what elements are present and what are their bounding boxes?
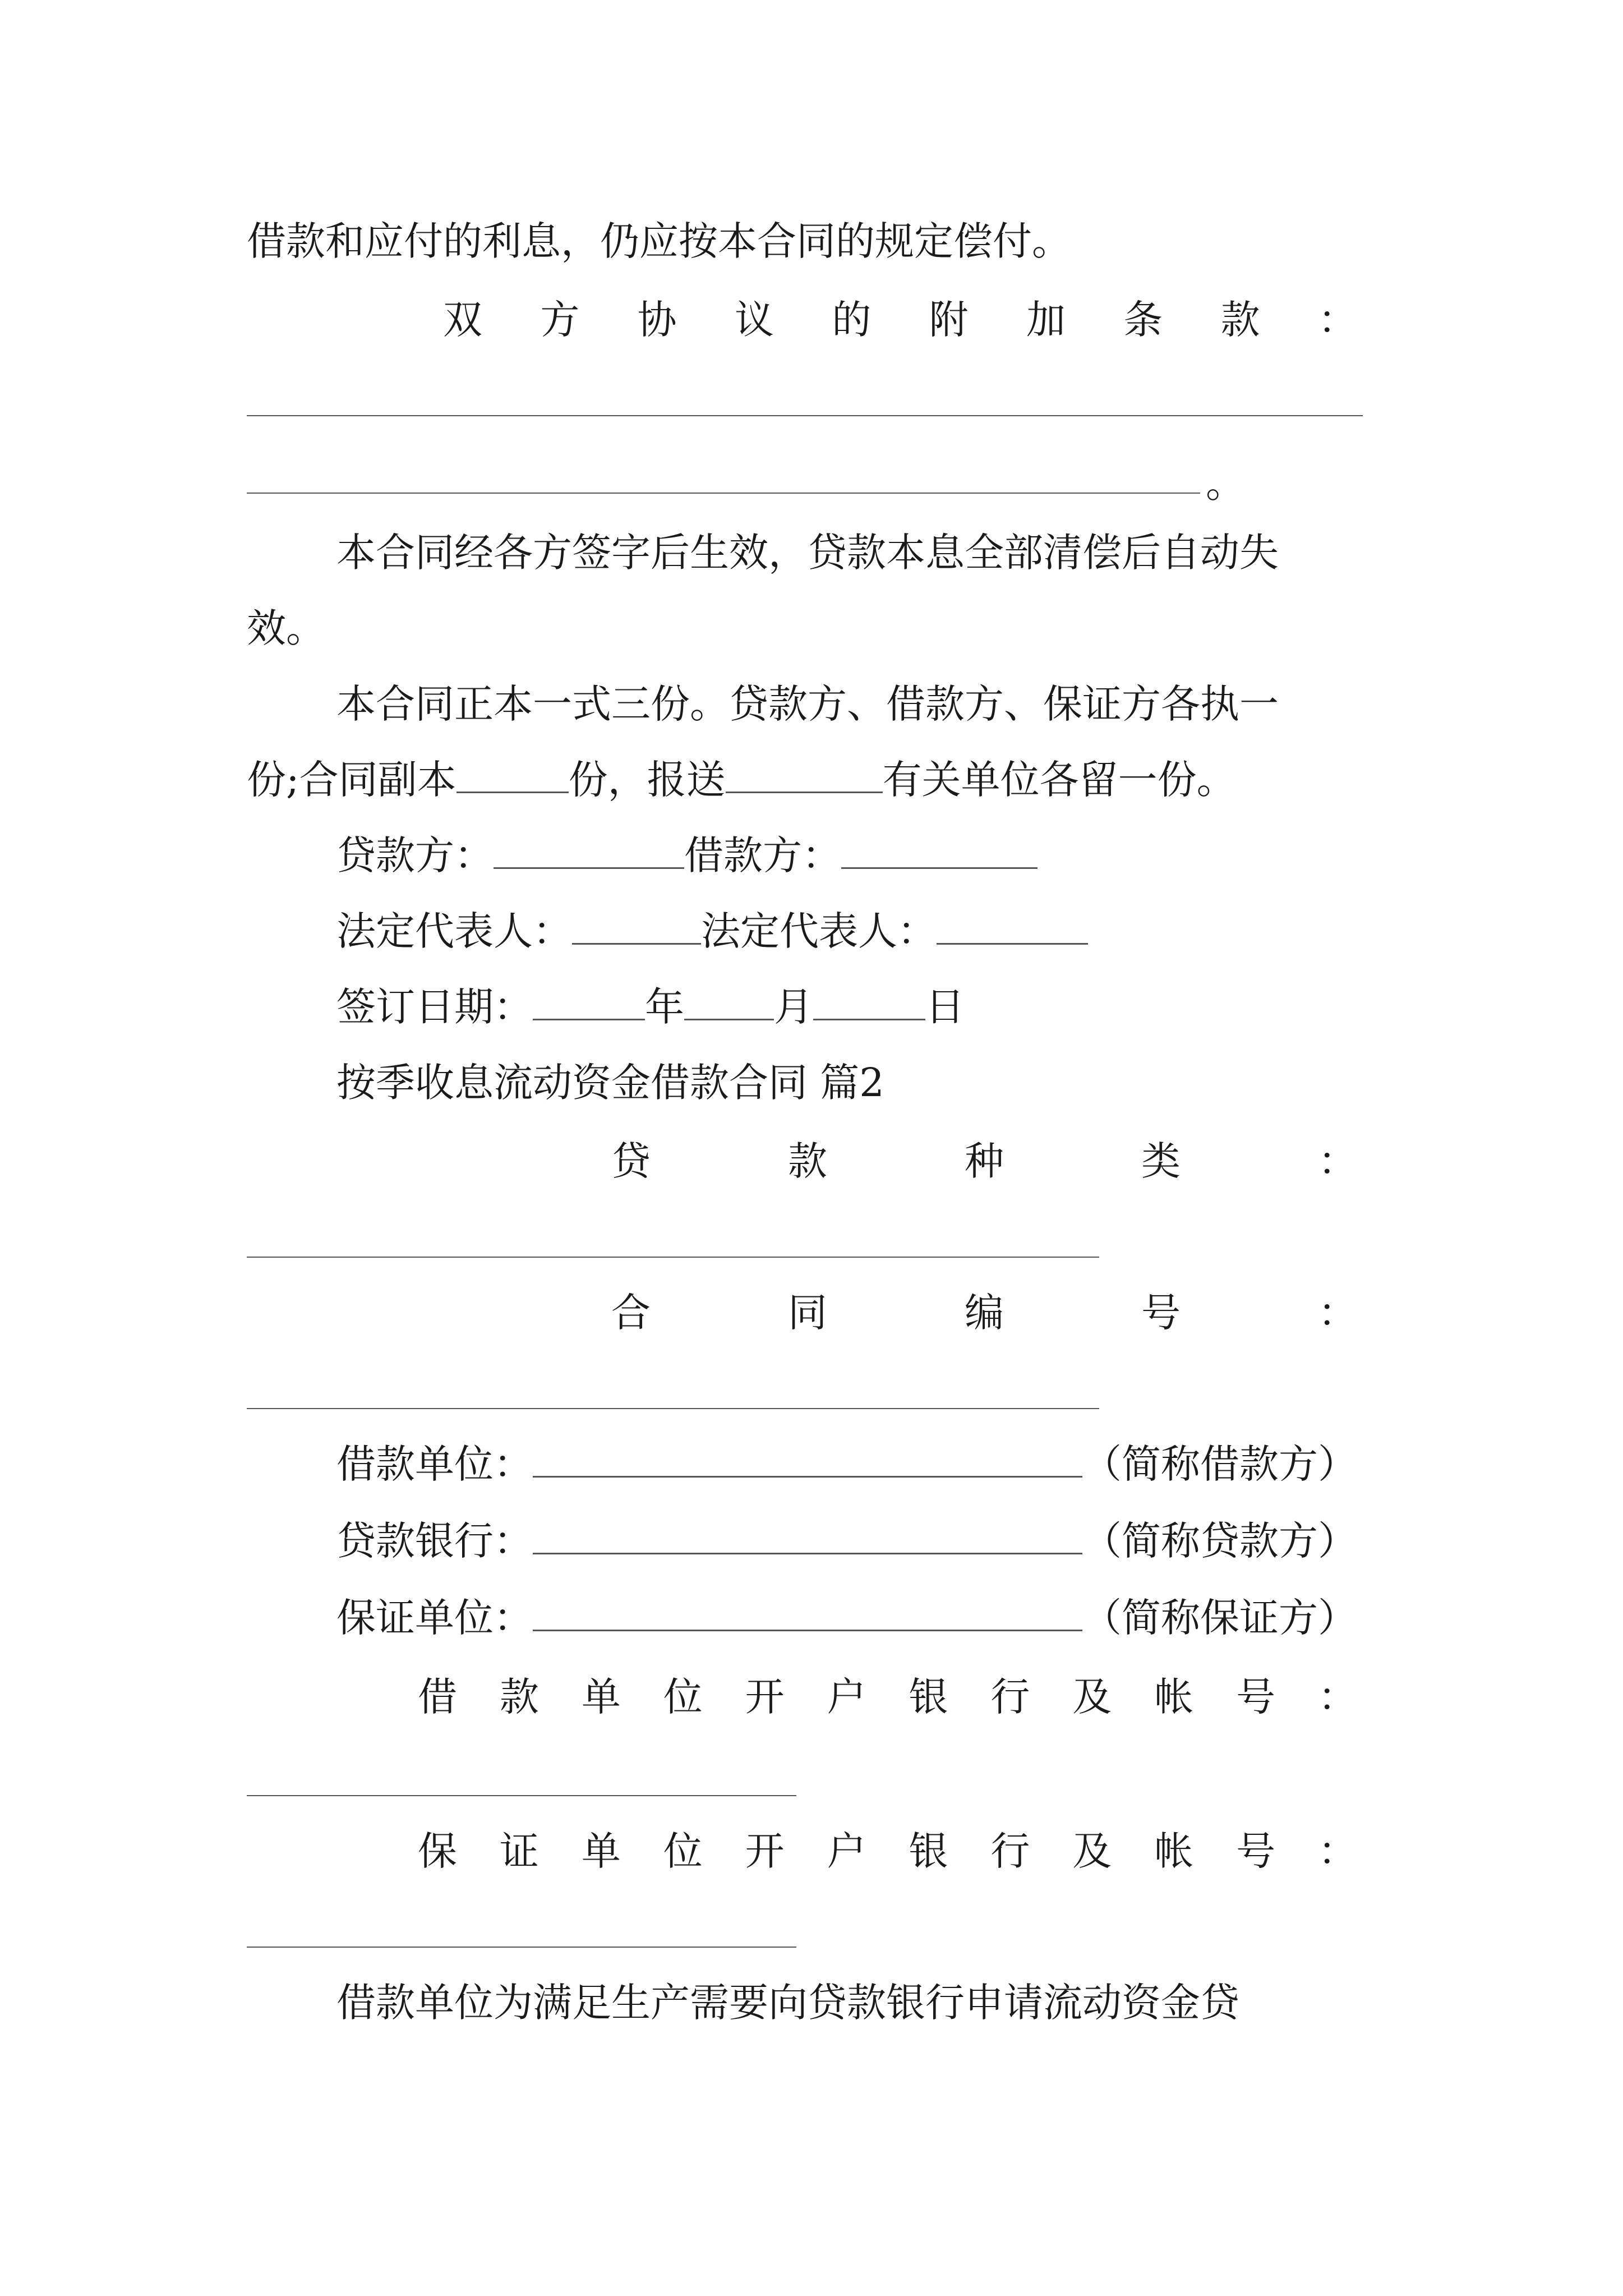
representative-blank[interactable] [572, 904, 701, 945]
heading-char: 款 [788, 1138, 827, 1184]
text-line: 借款单位为满足生产需要向贷款银行申请流动资金贷 [336, 1980, 1239, 2026]
supplementary-terms-heading [443, 292, 1357, 348]
heading-char: 类 [1141, 1138, 1181, 1184]
text-line [247, 752, 1391, 808]
party-line [336, 1513, 1391, 1569]
heading-char: 保 [418, 1828, 457, 1874]
heading-char: 证 [499, 1828, 539, 1874]
guarantor-unit-blank[interactable] [533, 1590, 1082, 1631]
lending-bank-label: 贷款银行： [336, 1518, 533, 1564]
heading-char: 方 [540, 297, 580, 343]
period-mark: 。 [1206, 461, 1245, 507]
date-label: 签订日期： [336, 984, 533, 1030]
fill-line [247, 1408, 1099, 1409]
text-line: 效。 [247, 605, 325, 651]
heading-char: 单 [581, 1828, 621, 1874]
heading-char: 号 [1236, 1828, 1276, 1874]
day-blank[interactable] [813, 979, 925, 1020]
representative-blank[interactable] [937, 904, 1088, 945]
party-line [336, 1590, 1391, 1646]
fill-line [247, 415, 1363, 416]
heading-char: 种 [965, 1138, 1004, 1184]
borrower-unit-note: （简称借款方） [1082, 1441, 1357, 1487]
date-line [336, 979, 1391, 1035]
heading-char: 议 [734, 297, 774, 343]
lender-blank[interactable] [494, 828, 684, 869]
party-line [336, 1436, 1391, 1492]
heading-char: 附 [929, 297, 969, 343]
heading-char: ： [1318, 1138, 1357, 1184]
heading-char: 位 [663, 1828, 703, 1874]
heading-char: 借 [418, 1674, 457, 1720]
heading-char: 位 [663, 1674, 703, 1720]
heading-char: 户 [827, 1674, 866, 1720]
heading-char: 开 [745, 1674, 785, 1720]
month-blank[interactable] [684, 979, 774, 1020]
heading-char: 户 [827, 1828, 866, 1874]
lending-bank-note: （简称贷款方） [1082, 1518, 1357, 1564]
heading-char: ： [1317, 1828, 1357, 1874]
signature-line [336, 827, 1391, 884]
contract-number-heading [611, 1285, 1357, 1341]
guarantor-account-heading [418, 1823, 1357, 1879]
borrower-label: 借款方： [684, 832, 841, 878]
heading-char: 双 [443, 297, 482, 343]
fill-line [247, 1795, 796, 1796]
heading-char: 银 [909, 1674, 948, 1720]
guarantor-unit-note: （简称保证方） [1082, 1595, 1357, 1641]
heading-char: 合 [611, 1290, 651, 1336]
text-line: 本合同经各方签字后生效，贷款本息全部清偿后自动失 [336, 530, 1279, 576]
loan-type-heading [611, 1133, 1357, 1189]
heading-char: 加 [1026, 297, 1066, 343]
heading-char: 单 [581, 1674, 621, 1720]
fill-line [247, 1947, 796, 1948]
heading-char: 帐 [1154, 1674, 1194, 1720]
heading-char: 编 [965, 1290, 1004, 1336]
signature-line [336, 903, 1391, 959]
heading-char: 款 [1220, 297, 1260, 343]
heading-char: 条 [1123, 297, 1163, 343]
heading-char: ： [1317, 297, 1357, 343]
heading-char: 帐 [1154, 1828, 1194, 1874]
text-line: 本合同正本一式三份。贷款方、借款方、保证方各执一 [336, 681, 1279, 727]
heading-char: 及 [1072, 1828, 1112, 1874]
year-label: 年 [645, 984, 684, 1030]
text-line: 借款和应付的利息，仍应按本合同的规定偿付。 [247, 218, 1071, 264]
heading-char: 行 [990, 1674, 1030, 1720]
fill-line [247, 1257, 1099, 1258]
borrower-unit-blank[interactable] [533, 1437, 1082, 1478]
text-segment: 有关单位各留一份。 [882, 757, 1236, 803]
month-label: 月 [774, 984, 813, 1030]
year-blank[interactable] [533, 979, 645, 1020]
representative-label: 法定代表人： [336, 908, 572, 954]
representative-label: 法定代表人： [701, 908, 937, 954]
section-title: 按季收息流动资金借款合同 篇2 [336, 1060, 884, 1106]
borrower-blank[interactable] [841, 828, 1038, 869]
text-segment: 份，报送 [568, 757, 726, 803]
heading-char: 贷 [611, 1138, 651, 1184]
heading-char: 的 [832, 297, 872, 343]
day-label: 日 [925, 984, 965, 1030]
heading-char: 及 [1072, 1674, 1112, 1720]
heading-char: 款 [499, 1674, 539, 1720]
heading-char: 号 [1236, 1674, 1276, 1720]
lender-label: 贷款方： [336, 832, 494, 878]
heading-char: ： [1318, 1290, 1357, 1336]
fill-line [247, 493, 1200, 494]
heading-char: 银 [909, 1828, 948, 1874]
heading-char: 协 [637, 297, 677, 343]
lending-bank-blank[interactable] [533, 1513, 1082, 1554]
heading-char: ： [1317, 1674, 1357, 1720]
heading-char: 号 [1141, 1290, 1181, 1336]
copies-blank[interactable] [457, 752, 569, 793]
borrower-unit-label: 借款单位： [336, 1441, 533, 1487]
heading-char: 行 [990, 1828, 1030, 1874]
recipient-blank[interactable] [726, 752, 883, 793]
borrower-account-heading [418, 1669, 1357, 1725]
text-segment: 份;合同副本 [247, 757, 457, 803]
heading-char: 开 [745, 1828, 785, 1874]
heading-char: 同 [788, 1290, 827, 1336]
guarantor-unit-label: 保证单位： [336, 1595, 533, 1641]
